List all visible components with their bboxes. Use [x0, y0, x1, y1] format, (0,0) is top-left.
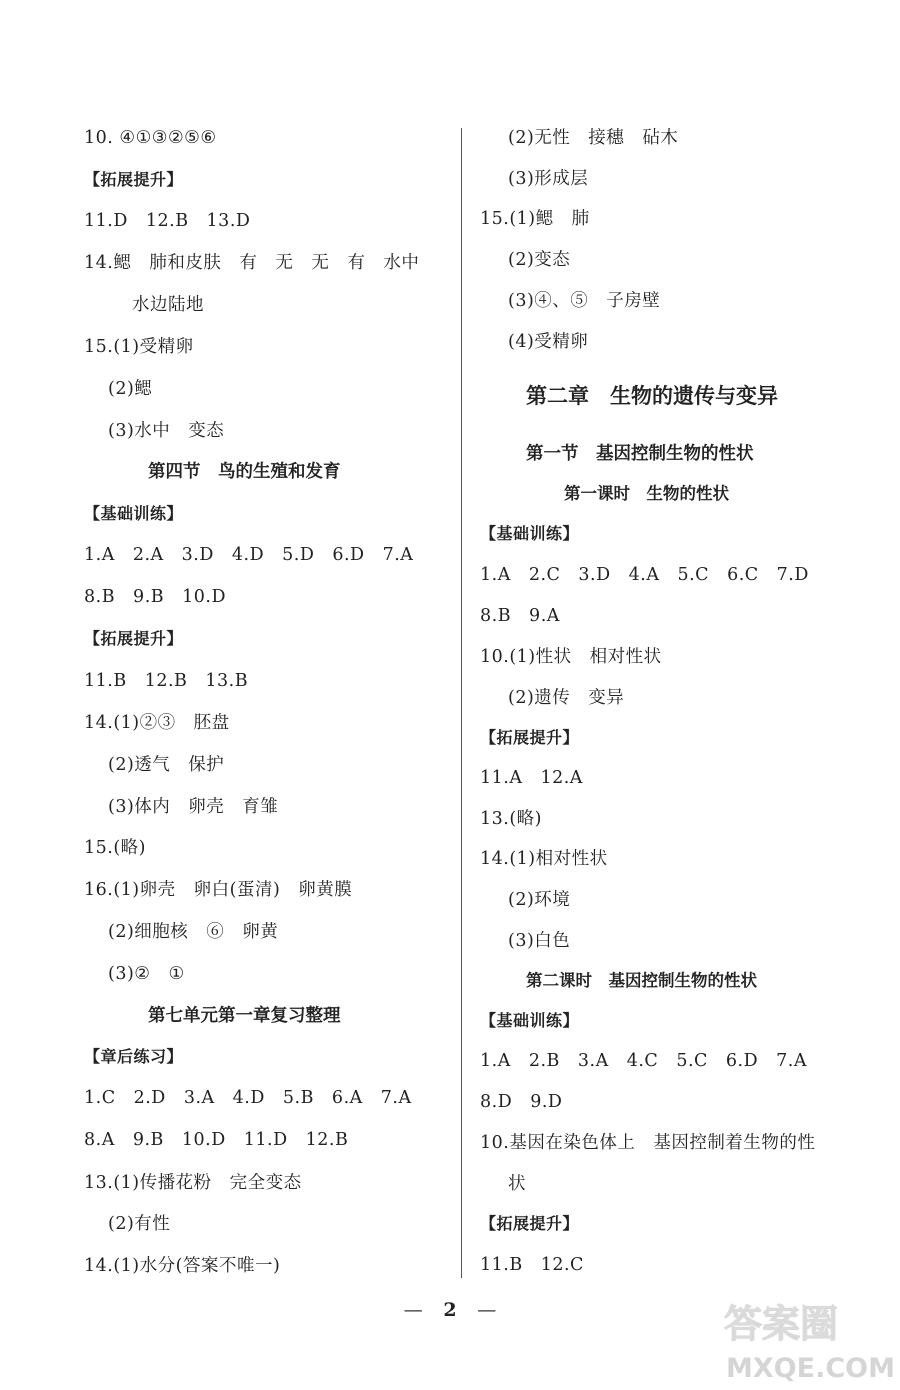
answer-line: 15.(1)受精卵: [84, 337, 194, 357]
section-heading: 第七单元第一章复习整理: [148, 1006, 341, 1026]
answer-line: 15.(1)鳃 肺: [480, 209, 590, 229]
answer-line: 16.(1)卵壳 卵白(蛋清) 卵黄膜: [84, 880, 353, 900]
lesson-heading: 第二课时 基因控制生物的性状: [526, 971, 757, 990]
answer-line: (2)鳃: [108, 379, 153, 399]
section-heading: 第一节 基因控制生物的性状: [526, 444, 754, 464]
answer-line: (2)变态: [508, 250, 571, 270]
answer-line: 1.A 2.C 3.D 4.A 5.C 6.C 7.D: [480, 565, 809, 585]
answer-line: (2)环境: [508, 890, 571, 910]
answer-line: (2)细胞核 ⑥ 卵黄: [108, 922, 279, 942]
answer-line: (3)体内 卵壳 育雏: [108, 797, 279, 817]
answer-line: 11.D 12.B 13.D: [84, 211, 251, 231]
section-tag: 【拓展提升】: [480, 728, 580, 747]
answer-line: 14.(1)相对性状: [480, 849, 608, 869]
svg-text:MXQE.COM: MXQE.COM: [726, 1353, 895, 1384]
section-tag: 【章后练习】: [84, 1047, 184, 1066]
answer-line: 11.B 12.C: [480, 1255, 584, 1275]
lesson-heading: 第一课时 生物的性状: [564, 484, 729, 503]
answer-line: (2)透气 保护: [108, 755, 225, 775]
section-tag: 【拓展提升】: [84, 170, 184, 189]
section-tag: 【拓展提升】: [480, 1214, 580, 1233]
page-dash-right: —: [477, 1299, 497, 1321]
answer-line: 10.(1)性状 相对性状: [480, 647, 662, 667]
answer-line: 8.B 9.A: [480, 606, 560, 626]
answer-line: (3)白色: [508, 931, 571, 951]
answer-line: 8.D 9.D: [480, 1092, 563, 1112]
answer-line: 水边陆地: [132, 295, 204, 315]
section-tag: 【基础训练】: [480, 524, 580, 543]
watermark-logo: [720, 1295, 895, 1385]
svg-text:答案圈: 答案圈: [724, 1302, 839, 1346]
answer-line: (4)受精卵: [508, 332, 589, 352]
answer-line: 11.B 12.B 13.B: [84, 671, 249, 691]
chapter-title: 第二章 生物的遗传与变异: [526, 384, 778, 408]
answer-line: 14.鳃 肺和皮肤 有 无 无 有 水中: [84, 253, 420, 273]
answer-line: (3)形成层: [508, 169, 589, 189]
answer-line: 10. ④①③②⑤⑥: [84, 128, 217, 148]
page-dash-left: —: [403, 1299, 423, 1321]
answer-line: 10.基因在染色体上 基因控制着生物的性: [480, 1133, 816, 1153]
answer-line: (3)水中 变态: [108, 421, 225, 441]
answer-line: 8.B 9.B 10.D: [84, 587, 226, 607]
answer-line: 13.(1)传播花粉 完全变态: [84, 1173, 302, 1193]
answer-line: (3)② ①: [108, 964, 185, 984]
page-number-value: 2: [443, 1299, 457, 1321]
answer-line: 1.C 2.D 3.A 4.D 5.B 6.A 7.A: [84, 1088, 412, 1108]
section-heading: 第四节 鸟的生殖和发育: [148, 462, 341, 482]
answer-line: 状: [508, 1174, 526, 1194]
section-tag: 【基础训练】: [480, 1011, 580, 1030]
answer-line: 8.A 9.B 10.D 11.D 12.B: [84, 1130, 349, 1150]
answer-line: 11.A 12.A: [480, 768, 583, 788]
answer-line: 14.(1)水分(答案不唯一): [84, 1256, 281, 1276]
answer-line: 15.(略): [84, 838, 146, 858]
answer-line: 13.(略): [480, 809, 542, 829]
answer-line: (2)无性 接穗 砧木: [508, 128, 679, 148]
answer-line: 14.(1)②③ 胚盘: [84, 713, 230, 733]
answer-line: (2)遗传 变异: [508, 688, 625, 708]
section-tag: 【拓展提升】: [84, 629, 184, 648]
section-tag: 【基础训练】: [84, 504, 184, 523]
answer-line: 1.A 2.A 3.D 4.D 5.D 6.D 7.A: [84, 545, 414, 565]
answer-line: (2)有性: [108, 1214, 171, 1234]
answer-line: (3)④、⑤ 子房壁: [508, 291, 661, 311]
column-divider: [461, 128, 462, 1278]
answer-line: 1.A 2.B 3.A 4.C 5.C 6.D 7.A: [480, 1051, 807, 1071]
